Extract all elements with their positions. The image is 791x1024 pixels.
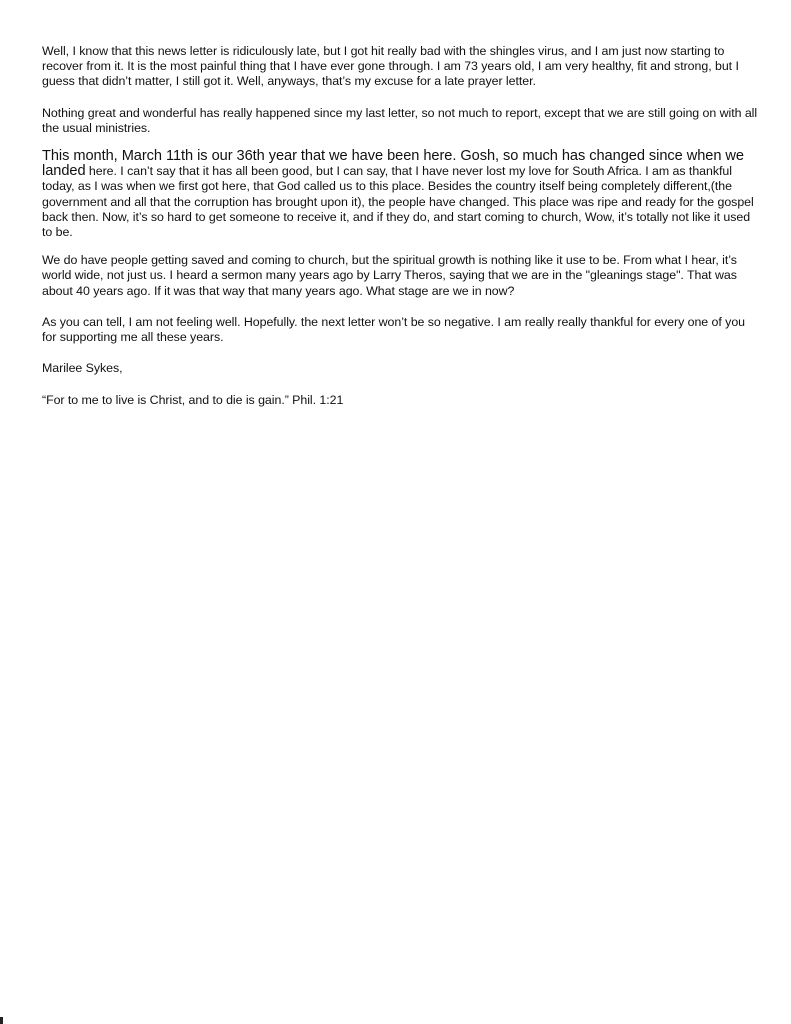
anniversary-rest: here. I can’t say that it has all been good, but I can say, that I have never lost my love for South Africa. I am as thankful today, as I was when we first got here, that God called us to this place. Besides the country itself being completely different,(the government and all that the corruption has brought upon it), the people have changed. This place was ripe and ready for the gospel back then. Now, it’s so hard to get someone to receive it, and if they do, and start coming to church, Wow, it’s totally not like it used to be. — [42, 164, 754, 240]
scripture-verse: “For to me to live is Christ, and to die is gain.” Phil. 1:21 — [42, 393, 344, 408]
signature: Marilee Sykes, — [42, 361, 123, 376]
paragraph-nothing-new: Nothing great and wonderful has really happened since my last letter, so not much to report, except that we are still going on with all the usual ministries. — [42, 105, 758, 135]
scan-artifact — [0, 1017, 3, 1024]
letter-page — [42, 44, 762, 425]
paragraph-shingles: Well, I know that this news letter is ridiculously late, but I got hit really bad with the shingles virus, and I am just now starting to recover from it. It is the most painful thing that I have ever gone through. I am 73 years old, I am very healthy, fit and strong, but I guess that didn’t matter, I still got it. Well, anyways, that’s my excuse for a late prayer letter. — [42, 44, 739, 89]
paragraph-spiritual-growth: We do have people getting saved and coming to church, but the spiritual growth is nothing like it use to be. From what I hear, it’s world wide, not just us. I heard a sermon many years ago by Larry Theros, saying that we are in the "gleanings stage". That was about 40 years ago. If it was that way that many years ago. What stage are we in now? — [42, 253, 737, 298]
paragraph-anniversary — [42, 149, 762, 240]
anniversary-lead: This month, March 11th is our 36th year that we have been here. Gosh, so much has changed since when we landed — [42, 148, 744, 180]
paragraph-closing: As you can tell, I am not feeling well. Hopefully. the next letter won’t be so negative. I am really really thankful for every one of you for supporting me all these years. — [42, 314, 745, 345]
